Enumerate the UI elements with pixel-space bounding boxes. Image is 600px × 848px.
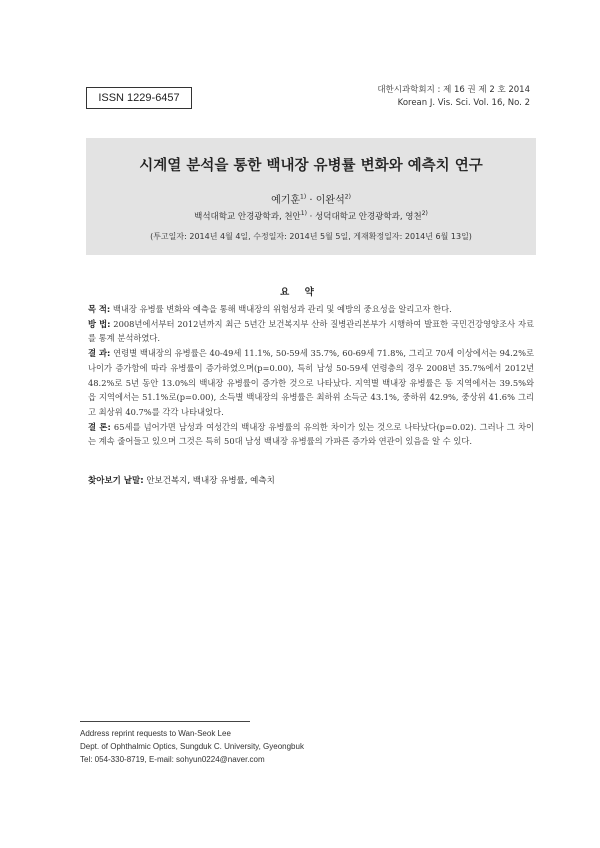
journal-line-korean: 대한시과학회지 : 제 16 권 제 2 호 2014	[377, 85, 530, 95]
keywords-label: 찾아보기 낱말:	[88, 476, 144, 486]
result-text: 연령별 백내장의 유병률은 40-49세 11.1%, 50-59세 35.7%, 60-69세 71.8%, 그리고 70세 이상에서는 94.2%로 나이가 증가함에 따라 유병률이 증가하였으며(p=0.00), 특히 남성 50-59세 연령층의 경우 2008년 35.7%에서 2012년 48.2%로 5년 동안 13.0%의 백내장 유병률이 증가한 것으로 나타났다. 지역별 백내장 유병률은 동 지역에서는 39.5%와 읍 지역에서는 51.1%로(p=0.00), 소득별 백내장의 유병률은 최하위 소득군 43.1%, 중하위 42.9%, 중상위 41.6% 그리고 최상위 40.7%를 각각 나타내었다.	[88, 348, 534, 417]
conclusion-label: 결 론:	[88, 421, 111, 432]
submission-dates: (투고일자: 2014년 4월 4일, 수정일자: 2014년 5월 5일, 게재확정일자: 2014년 6월 13일)	[150, 232, 472, 241]
abstract-result	[88, 346, 534, 420]
abstract-method	[88, 317, 534, 346]
footnote-divider	[80, 721, 250, 722]
footnote	[80, 727, 304, 766]
footnote-address: Address reprint requests to Wan-Seok Lee	[80, 729, 231, 738]
issn-box: ISSN 1229-6457	[86, 87, 192, 109]
journal-info	[377, 84, 530, 110]
author-2-sup: 2)	[344, 193, 351, 201]
affiliation-2: 성덕대학교 안경광학과, 영천	[315, 212, 422, 222]
author-2: 이완석	[315, 195, 345, 206]
purpose-text: 백내장 유병률 변화와 예측을 통해 백내장의 위험성과 관리 및 예방의 중요성을 알리고자 한다.	[110, 304, 452, 314]
result-label: 결 과:	[88, 348, 111, 359]
affiliation-separator: ·	[306, 212, 316, 222]
affiliations	[86, 210, 536, 222]
author-1: 예기훈	[271, 195, 301, 206]
abstract-conclusion	[88, 420, 534, 449]
affiliation-2-sup: 2)	[421, 210, 428, 218]
affiliation-1: 백석대학교 안경광학과, 천안	[194, 212, 301, 222]
paper-title: 시계열 분석을 통한 백내장 유병률 변화와 예측치 연구	[139, 158, 483, 174]
title-block	[86, 138, 536, 255]
abstract-purpose	[88, 302, 534, 317]
method-label: 방 법:	[88, 318, 111, 329]
purpose-label: 목 적:	[88, 304, 111, 314]
summary-heading: 요 약	[280, 287, 320, 298]
conclusion-text: 65세를 넘어가면 남성과 여성간의 백내장 유병률의 유의한 차이가 있는 것으로 나타났다(p=0.02). 그러나 그 차이는 계속 줄어들고 있으며 그것은 특히 50대 남성 백내장 유병률의 가파른 증가와 연관이 있음을 알 수 있다.	[88, 421, 534, 447]
abstract	[88, 302, 534, 449]
footnote-dept: Dept. of Ophthalmic Optics, Sungduk C. University, Gyeongbuk	[80, 742, 304, 751]
keywords-text: 안보건복지, 백내장 유병률, 예측치	[143, 476, 275, 486]
authors	[86, 191, 536, 206]
method-text: 2008년에서부터 2012년까지 최근 5년간 보건복지부 산하 질병관리본부가 시행하여 발표한 국민건강영양조사 자료를 통계 분석하였다.	[88, 318, 534, 344]
keywords	[88, 474, 275, 486]
author-1-sup: 1)	[300, 193, 307, 201]
journal-line-english: Korean J. Vis. Sci. Vol. 16, No. 2	[397, 98, 530, 108]
author-separator: ·	[306, 195, 316, 206]
footnote-contact: Tel: 054-330-8719, E-mail: sohyun0224@naver.com	[80, 755, 265, 764]
affiliation-1-sup: 1)	[300, 210, 307, 218]
